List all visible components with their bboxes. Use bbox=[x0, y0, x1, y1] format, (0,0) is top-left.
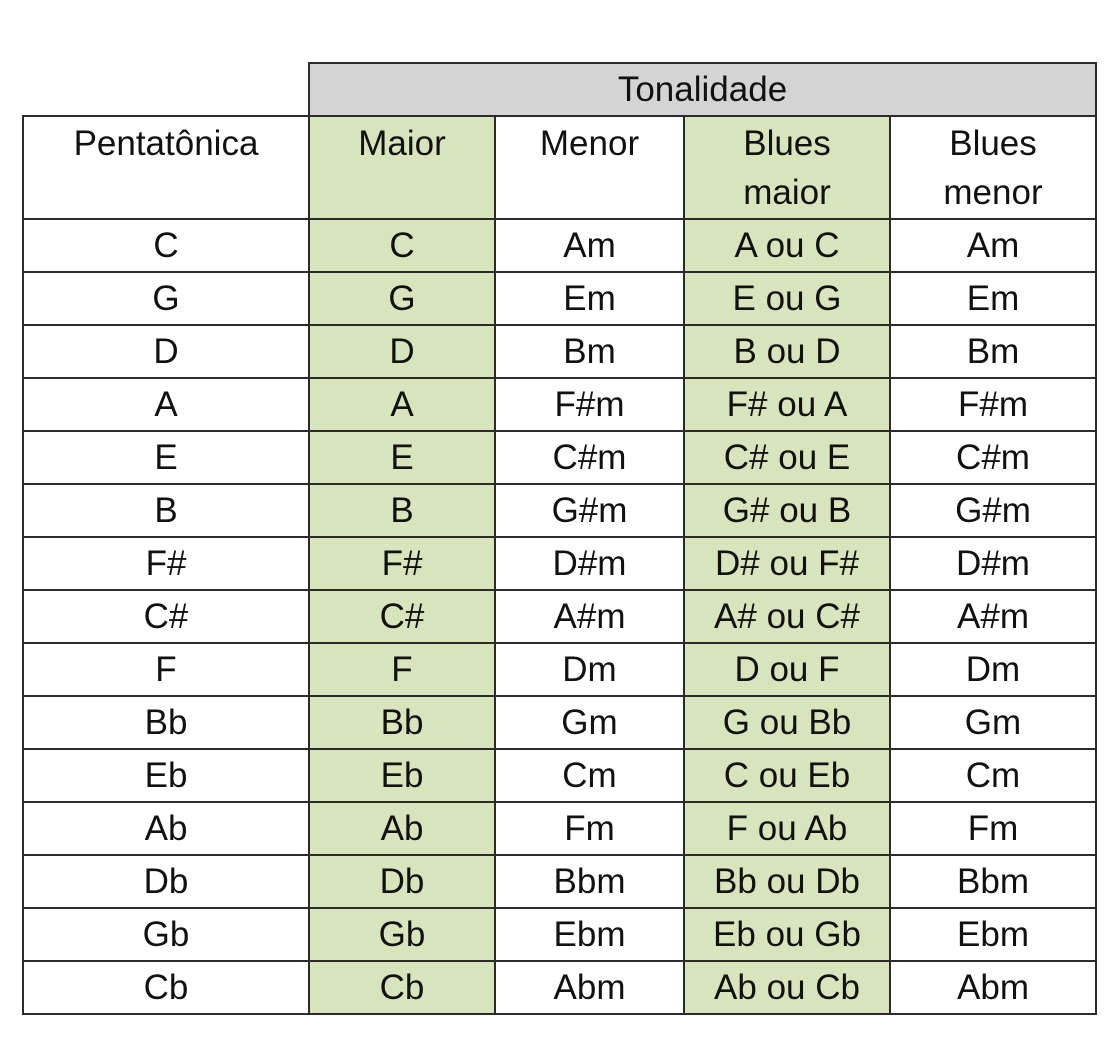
pentatonica-cell: Gb bbox=[23, 908, 309, 961]
menor-cell: G#m bbox=[495, 484, 684, 537]
tonalidade-header: Tonalidade bbox=[309, 63, 1096, 116]
pentatonic-key-table bbox=[22, 62, 1097, 1015]
pentatonica-cell: Cb bbox=[23, 961, 309, 1014]
table-row bbox=[23, 908, 1096, 961]
table-row bbox=[23, 431, 1096, 484]
blues-maior-cell: F ou Ab bbox=[684, 802, 890, 855]
blues-menor-cell: C#m bbox=[890, 431, 1096, 484]
blues-maior-cell: C# ou E bbox=[684, 431, 890, 484]
menor-cell: Em bbox=[495, 272, 684, 325]
table-row bbox=[23, 961, 1096, 1014]
blues-menor-cell: D#m bbox=[890, 537, 1096, 590]
maior-cell: Eb bbox=[309, 749, 495, 802]
blues-menor-cell: Bbm bbox=[890, 855, 1096, 908]
pentatonica-header bbox=[23, 116, 309, 219]
menor-cell: F#m bbox=[495, 378, 684, 431]
blues-maior-header bbox=[684, 116, 890, 219]
pentatonica-cell: Bb bbox=[23, 696, 309, 749]
maior-cell: Cb bbox=[309, 961, 495, 1014]
blues-menor-cell: Fm bbox=[890, 802, 1096, 855]
blues-maior-cell: D# ou F# bbox=[684, 537, 890, 590]
group-header-row bbox=[23, 63, 1096, 116]
table-row bbox=[23, 696, 1096, 749]
maior-cell: G bbox=[309, 272, 495, 325]
table-row bbox=[23, 855, 1096, 908]
blues-menor-cell: Dm bbox=[890, 643, 1096, 696]
menor-cell: D#m bbox=[495, 537, 684, 590]
table-row bbox=[23, 537, 1096, 590]
table-row bbox=[23, 484, 1096, 537]
menor-cell: Abm bbox=[495, 961, 684, 1014]
blues-maior-header-line1: Blues bbox=[743, 124, 831, 163]
menor-cell: Gm bbox=[495, 696, 684, 749]
pentatonica-cell: Ab bbox=[23, 802, 309, 855]
blues-menor-cell: Gm bbox=[890, 696, 1096, 749]
pentatonica-cell: A bbox=[23, 378, 309, 431]
column-header-row bbox=[23, 116, 1096, 219]
pentatonica-cell: Eb bbox=[23, 749, 309, 802]
menor-cell: Fm bbox=[495, 802, 684, 855]
maior-header bbox=[309, 116, 495, 219]
pentatonica-cell: D bbox=[23, 325, 309, 378]
blues-menor-cell: F#m bbox=[890, 378, 1096, 431]
menor-cell: Dm bbox=[495, 643, 684, 696]
blues-maior-cell: G# ou B bbox=[684, 484, 890, 537]
maior-cell: E bbox=[309, 431, 495, 484]
pentatonica-cell: Db bbox=[23, 855, 309, 908]
blues-maior-cell: A ou C bbox=[684, 219, 890, 272]
maior-cell: C# bbox=[309, 590, 495, 643]
table-row bbox=[23, 378, 1096, 431]
blues-maior-cell: D ou F bbox=[684, 643, 890, 696]
pentatonica-cell: C bbox=[23, 219, 309, 272]
maior-cell: D bbox=[309, 325, 495, 378]
blues-menor-cell: Abm bbox=[890, 961, 1096, 1014]
pentatonica-cell: B bbox=[23, 484, 309, 537]
table-row bbox=[23, 325, 1096, 378]
menor-cell: Bbm bbox=[495, 855, 684, 908]
blues-maior-cell: Eb ou Gb bbox=[684, 908, 890, 961]
menor-cell: Bm bbox=[495, 325, 684, 378]
maior-cell: F# bbox=[309, 537, 495, 590]
blues-maior-cell: A# ou C# bbox=[684, 590, 890, 643]
maior-cell: Bb bbox=[309, 696, 495, 749]
blues-menor-cell: Ebm bbox=[890, 908, 1096, 961]
menor-header-label: Menor bbox=[539, 124, 640, 163]
pentatonica-header-label: Pentatônica bbox=[73, 124, 259, 163]
maior-cell: C bbox=[309, 219, 495, 272]
blues-maior-cell: C ou Eb bbox=[684, 749, 890, 802]
menor-cell: Cm bbox=[495, 749, 684, 802]
pentatonica-cell: F bbox=[23, 643, 309, 696]
maior-cell: Ab bbox=[309, 802, 495, 855]
table-row bbox=[23, 219, 1096, 272]
maior-cell: A bbox=[309, 378, 495, 431]
blues-menor-header bbox=[890, 116, 1096, 219]
menor-cell: C#m bbox=[495, 431, 684, 484]
table-row bbox=[23, 590, 1096, 643]
pentatonica-cell: G bbox=[23, 272, 309, 325]
table-row bbox=[23, 749, 1096, 802]
blues-menor-cell: Bm bbox=[890, 325, 1096, 378]
menor-header bbox=[495, 116, 684, 219]
pentatonica-cell: E bbox=[23, 431, 309, 484]
maior-cell: B bbox=[309, 484, 495, 537]
table-row bbox=[23, 802, 1096, 855]
menor-cell: A#m bbox=[495, 590, 684, 643]
blank-corner-cell bbox=[23, 63, 309, 116]
blues-menor-cell: A#m bbox=[890, 590, 1096, 643]
pentatonica-cell: F# bbox=[23, 537, 309, 590]
blues-maior-cell: E ou G bbox=[684, 272, 890, 325]
menor-cell: Am bbox=[495, 219, 684, 272]
pentatonica-cell: C# bbox=[23, 590, 309, 643]
blues-maior-header-line2: maior bbox=[743, 173, 831, 212]
blues-menor-cell: Cm bbox=[890, 749, 1096, 802]
blues-menor-cell: G#m bbox=[890, 484, 1096, 537]
blues-maior-cell: Ab ou Cb bbox=[684, 961, 890, 1014]
maior-cell: Gb bbox=[309, 908, 495, 961]
table-row bbox=[23, 272, 1096, 325]
maior-cell: F bbox=[309, 643, 495, 696]
blues-menor-header-line2: menor bbox=[943, 173, 1043, 212]
maior-cell: Db bbox=[309, 855, 495, 908]
blues-maior-cell: G ou Bb bbox=[684, 696, 890, 749]
blues-menor-header-line1: Blues bbox=[949, 124, 1037, 163]
blues-menor-cell: Am bbox=[890, 219, 1096, 272]
maior-header-label: Maior bbox=[358, 124, 446, 163]
table-row bbox=[23, 643, 1096, 696]
blues-maior-cell: Bb ou Db bbox=[684, 855, 890, 908]
blues-maior-cell: B ou D bbox=[684, 325, 890, 378]
blues-menor-cell: Em bbox=[890, 272, 1096, 325]
blues-maior-cell: F# ou A bbox=[684, 378, 890, 431]
menor-cell: Ebm bbox=[495, 908, 684, 961]
